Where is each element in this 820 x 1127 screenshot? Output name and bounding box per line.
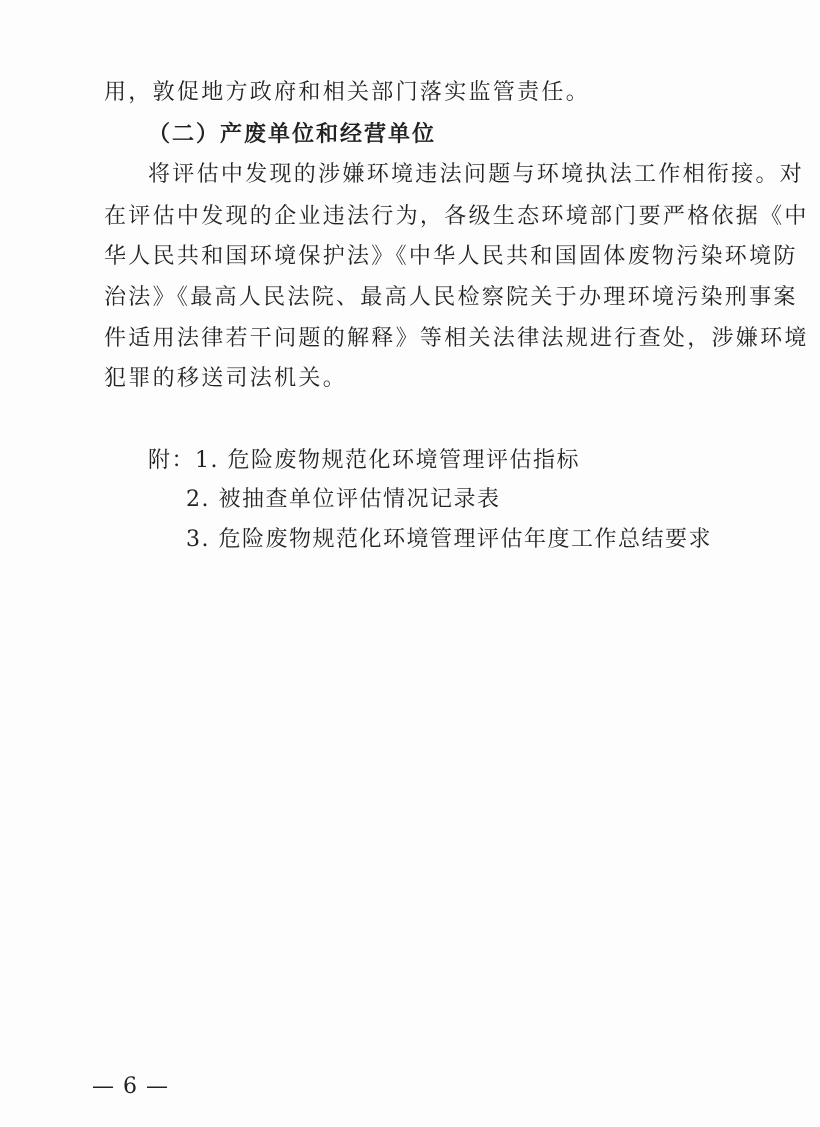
attachment-item-1: 1. 危险废物规范化环境管理评估指标 xyxy=(195,448,581,473)
attachment-item-2: 2. 被抽查单位评估情况记录表 xyxy=(186,487,501,512)
paragraph-line-3: 华人民共和国环境保护法》《中华人民共和国固体废物污染环境防 xyxy=(104,244,798,269)
paragraph-line-1: 将评估中发现的涉嫌环境违法问题与环境执法工作相衔接。对 xyxy=(148,162,805,187)
continuation-line: 用，敦促地方政府和相关部门落实监管责任。 xyxy=(104,80,591,105)
page-number: — 6 — xyxy=(92,1074,169,1099)
paragraph-line-2: 在评估中发现的企业违法行为，各级生态环境部门要严格依据《中 xyxy=(104,204,809,229)
attachment-item-1-row xyxy=(148,446,580,476)
paragraph-line-5: 件适用法律若干问题的解释》等相关法律法规进行查处，涉嫌环境 xyxy=(104,326,809,351)
paragraph-line-4: 治法》《最高人民法院、最高人民检察院关于办理环境污染刑事案 xyxy=(104,285,798,310)
section-heading: （二）产废单位和经营单位 xyxy=(148,122,437,147)
paragraph-line-6: 犯罪的移送司法机关。 xyxy=(104,366,348,391)
attachment-item-3: 3. 危险废物规范化环境管理评估年度工作总结要求 xyxy=(186,527,712,552)
attachment-label: 附： xyxy=(148,448,196,473)
